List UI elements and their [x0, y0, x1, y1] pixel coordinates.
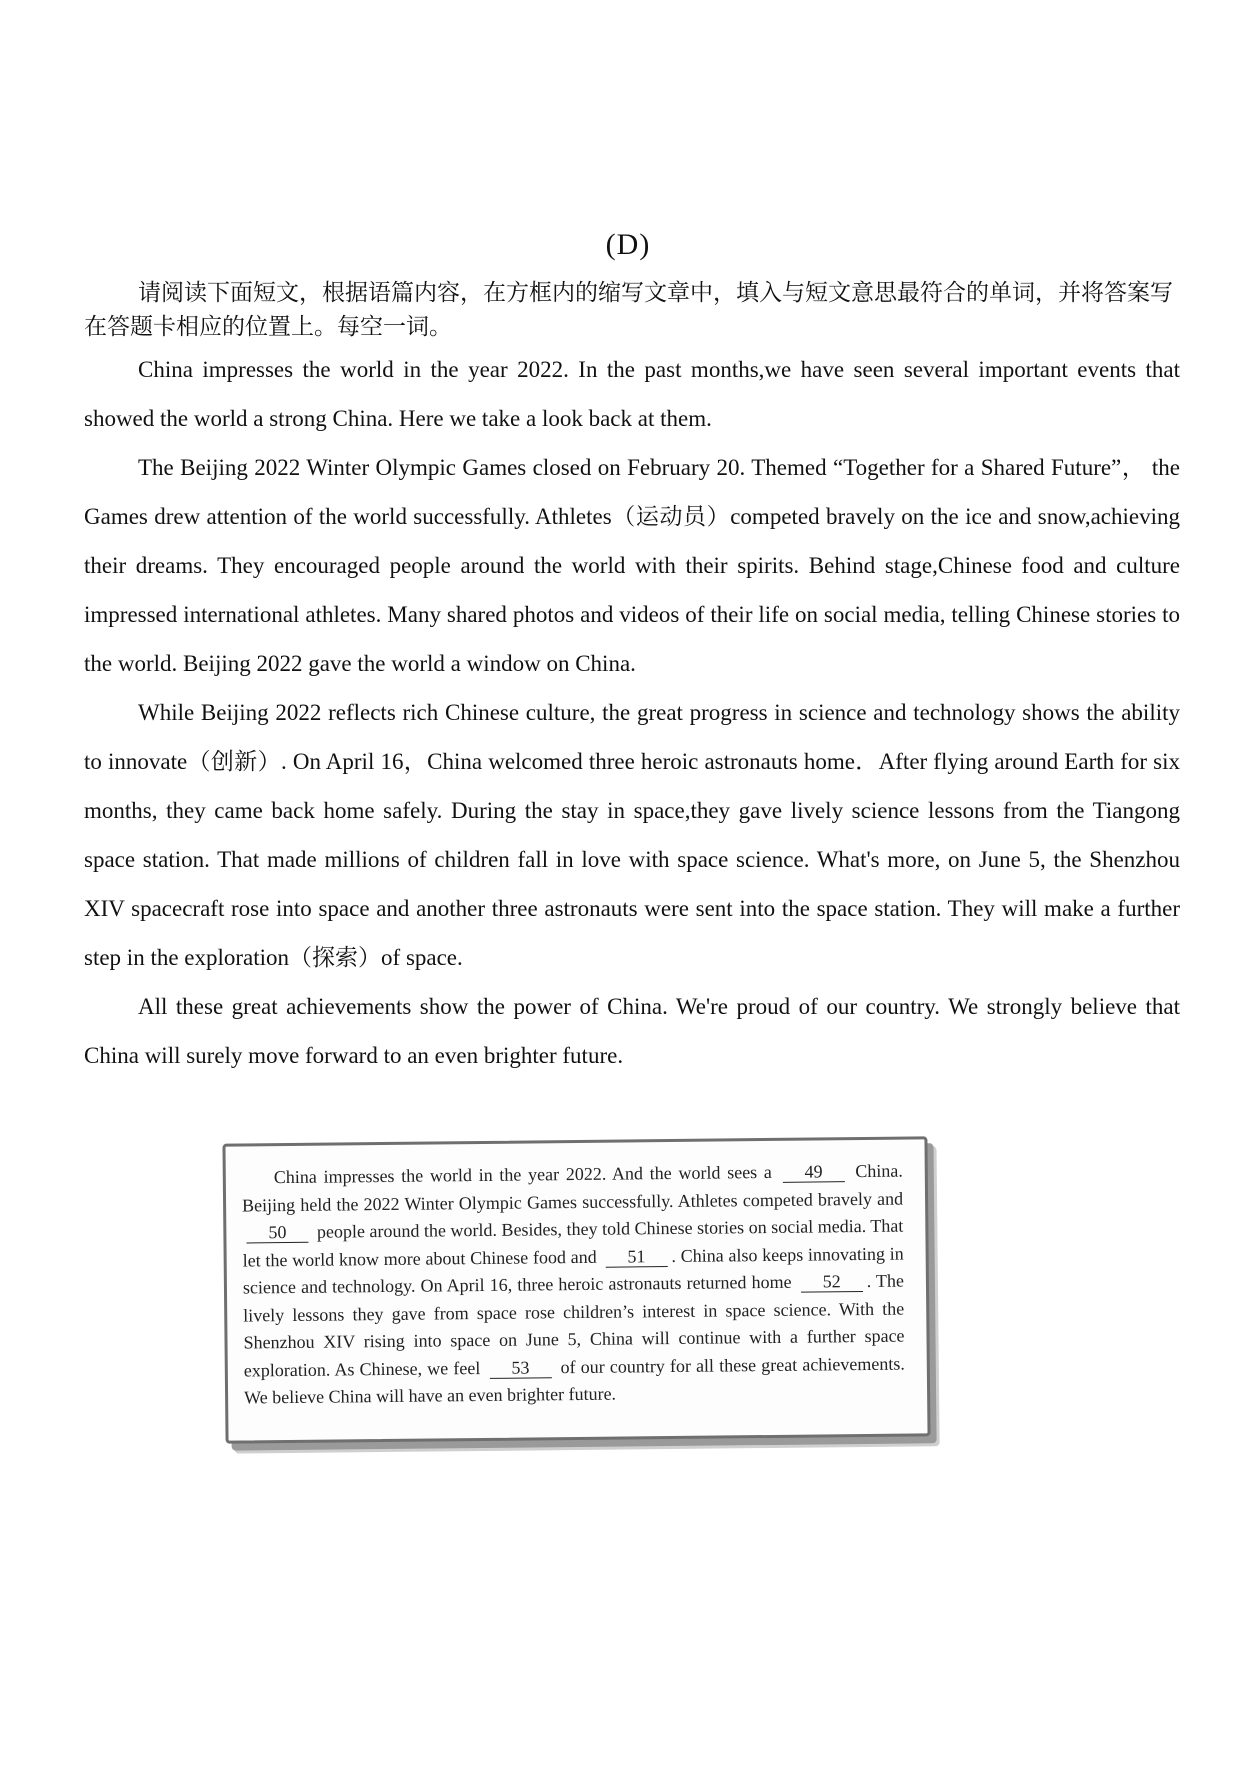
blank-51: 51 [605, 1246, 667, 1268]
blank-49: 49 [782, 1161, 844, 1183]
summary-segment-3: people around the world. Besides, they told Chinese stories on social media. That let the world know more about Chinese food and [242, 1215, 904, 1270]
summary-text [242, 1158, 906, 1412]
summary-segment-6: of our country for all these great achievements. We believe China will have an even brighter future. [244, 1353, 905, 1408]
instruction-text: 请阅读下面短文，根据语篇内容，在方框内的缩写文章中，填入与短文意思最符合的单词，并将答案写在答题卡相应的位置上。每空一词。 [84, 280, 1173, 339]
blank-52: 52 [801, 1271, 863, 1293]
passage-paragraph-3: While Beijing 2022 reflects rich Chinese culture, the great progress in science and technology shows the ability to innovate（创新）. On April 16，China welcomed three heroic astronauts home．After flying around Earth for six months, they came back home safely. During the stay in space,they gave lively science lessons from the Tiangong space station. That made millions of children fall in love with space science. What's more, on June 5, the Shenzhou XIV spacecraft rose into space and another three astronauts were sent into the space station. They will make a further step in the exploration（探索）of space. [84, 700, 1180, 970]
summary-box [222, 1136, 930, 1443]
summary-segment-1: China impresses the world in the year 2022. And the world sees a [273, 1161, 772, 1188]
summary-segment-5: . The lively lessons they gave from space rose children’s interest in space science. With the Shenzhou XIV rising into space on June 5, China will continue with a further space exploration. As Chinese, we feel [243, 1270, 905, 1380]
summary-segment-4: . China also keeps innovating in science and technology. On April 16, three heroic astronauts returned home [242, 1243, 904, 1298]
reading-passage [84, 345, 1180, 1080]
blank-53: 53 [489, 1357, 551, 1379]
section-title: (D) [605, 228, 651, 261]
passage-paragraph-1: China impresses the world in the year 2022. In the past months,we have seen several important events that showed the world a strong China. Here we take a look back at them. [84, 357, 1180, 431]
summary-segment-2: China. Beijing held the 2022 Winter Olympic Games successfully. Athletes competed bravely and [241, 1160, 904, 1215]
passage-paragraph-2: The Beijing 2022 Winter Olympic Games closed on February 20. Themed “Together for a Shared Future”， the Games drew attention of the world successfully. Athletes（运动员）competed bravely on the ice and snow,achieving their dreams. They encouraged people around the world with their spirits. Behind stage,Chinese food and culture impressed international athletes. Many shared photos and videos of their life on social media, telling Chinese stories to the world. Beijing 2022 gave the world a window on China. [84, 455, 1180, 676]
passage-paragraph-4: All these great achievements show the power of China. We're proud of our country. We strongly believe that China will surely move forward to an even brighter future. [84, 994, 1180, 1068]
blank-50: 50 [246, 1222, 308, 1244]
